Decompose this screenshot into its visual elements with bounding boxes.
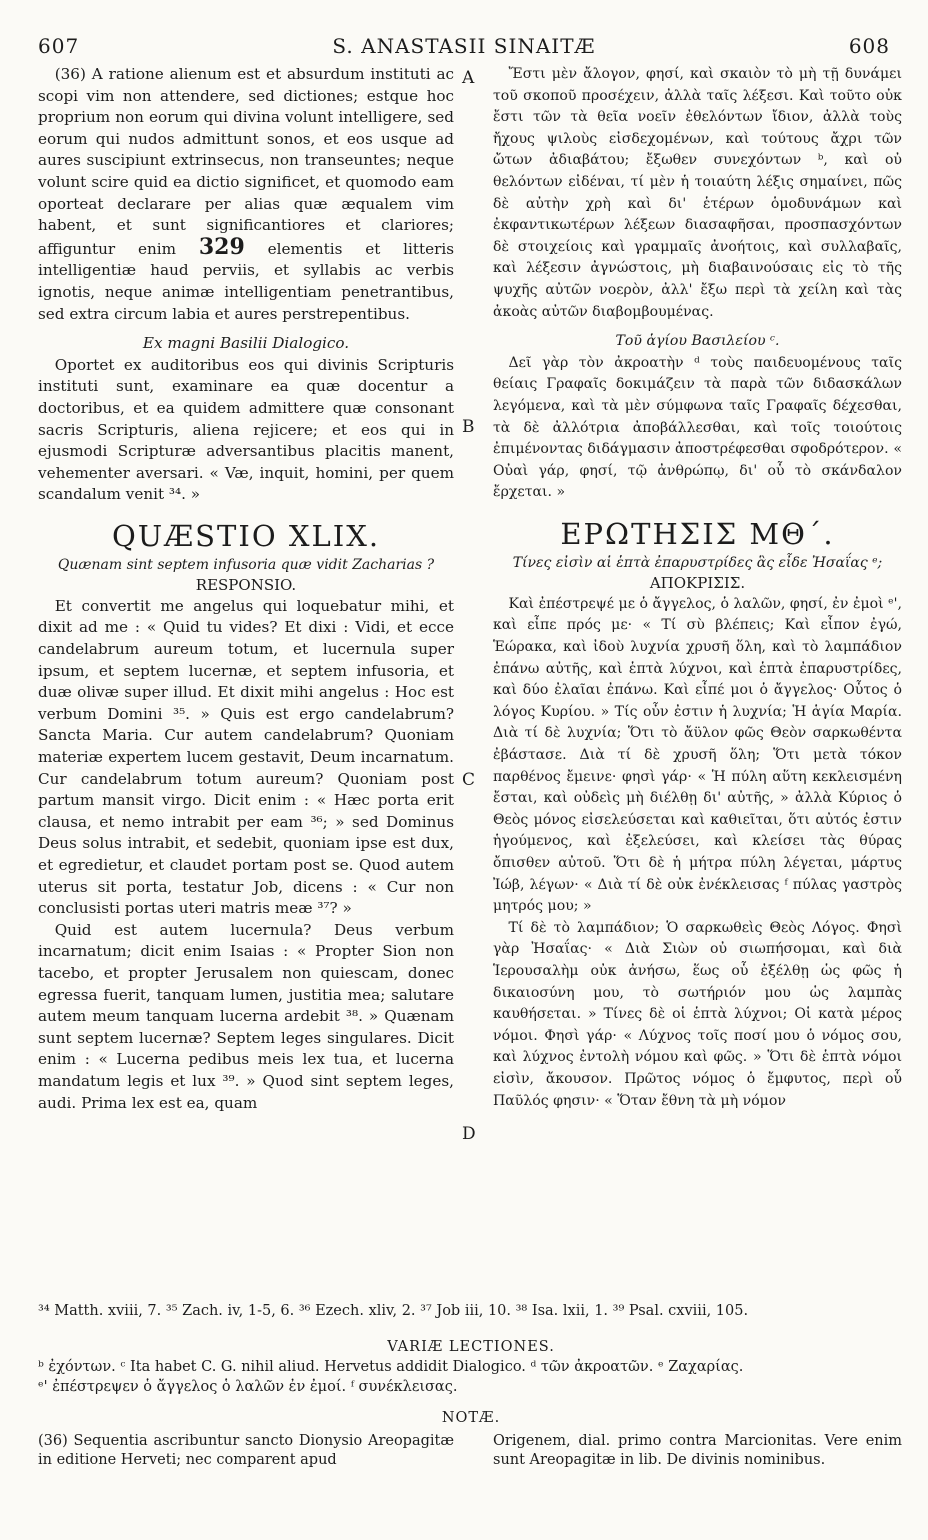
variae-line: ᵉ' ἐπέστρεψεν ὁ ἄγγελος ὁ λαλῶν ἐν ἐμοί. ᶠ συνέκλεισας. [38, 1379, 458, 1395]
latin-paragraph: Et convertit me angelus qui loquebatur mihi, et dixit ad me : « Quid tu vides? Et dixi : Vidi, et ecce candelabrum aureum totum, et lucernula super ipsum, et septem lucernæ, et septem infusoria, et duæ olivæ super illud. Et dixit mihi angelus : Hoc est verbum Domini ³⁵. » Quis est ergo candelabrum? Sancta Maria. Cur autem candelabrum? Quoniam materiæ expertem lucem gestavit, Deum incarnatum. Cur candelabrum totum aureum? Quoniam post partum mansit virgo. Dicit enim : « Hæc porta erit clausa, et nemo intrabit per eam ³⁶; » sed Dominus Deus solus intrabit, et sedebit, quoniam ipse est dux, et egredietur, et claudet portam post se. Quod autem uterus sit porta, testatur Job, dicens : « Cur non conclusisti portas uteri matris meæ ³⁷? » [38, 596, 454, 918]
latin-text: elementis et litteris intelligentiæ haud perviis, et syllabis ac verbis ignotis, neque animæ intelligentiam penetrantibus, sed extra circum labia et aures perstrepentibus. [38, 239, 454, 323]
latin-text: (36) A ratione alienum est et absurdum instituti ac scopi vim non attendere, sed dictiones; estque hoc proprium non eorum qui divina volunt intelligere, sed eorum qui nudos admittunt sonos, et eos usque ad aures suscipiunt extrinsecus, non transeuntes; neque volunt scire quid ea dictio significet, et quomodo eam oporteat declarare per alias quæ æqualem vim habent, et sunt significantiores et clariores; affiguntur enim [38, 65, 454, 258]
latin-paragraph [38, 64, 454, 325]
notae-title: NOTÆ. [441, 1410, 501, 1426]
running-title: S. ANASTASII SINAITÆ [332, 34, 596, 58]
latin-responsio: RESPONSIO. [195, 575, 297, 594]
column-marker: 329 [198, 233, 245, 260]
margin-letter-b: B [462, 417, 475, 437]
latin-subheading: Ex magni Basilii Dialogico. [142, 334, 350, 353]
margin-letter-d: D [462, 1124, 476, 1144]
greek-paragraph: Καὶ ἐπέστρεψέ με ὁ ἄγγελος, ὁ λαλῶν, φησί, ἐν ἐμοὶ ᵉ', καὶ εἶπε πρός με· « Τί σὺ βλέπεις; Καὶ εἶπον ἐγώ, Ἑώρακα, καὶ ἰδοὺ λυχνία χρυσῆ ὅλη, καὶ τὸ λαμπάδιον ἐπάνω αὐτῆς, καὶ ἑπτὰ λύχνοι, καὶ ἑπτὰ ἐπαρυστρίδες, καὶ δύο ἐλαῖαι ἐπάνω. Καὶ εἶπέ μοι ὁ ἄγγελος· Οὗτος ὁ λόγος Κυρίου. » Τίς οὖν ἐστιν ἡ λυχνία; Ἡ ἁγία Μαρία. Διὰ τί δὲ λυχνία; Ὅτι τὸ ἄϋλον φῶς Θεὸν σαρκωθέντα ἐβάστασε. Διὰ τί δὲ χρυσῆ ὅλη; Ὅτι μετὰ τόκον παρθένος ἔμεινε· φησὶ γάρ· « Ἡ πύλη αὕτη κεκλεισμένη ἔσται, καὶ οὐδεὶς μὴ διέλθῃ δι' αὐτῆς, » ἀλλὰ Κύριος ὁ Θεὸς μόνος εἰσελεύσεται καὶ καθιεῖται, ὅτι αὐτός ἐστιν ἡγούμενος, καὶ ἐξελεύσει, καὶ κλείσει τὰς θύρας ὄπισθεν αὐτοῦ. Ὅτι δὲ ἡ μήτρα πύλη λέγεται, μάρτυς Ἰώβ, λέγων· « Διὰ τί δὲ οὐκ ἐνέκλεισας ᶠ πύλας γαστρὸς μητρός μου; » [493, 595, 902, 915]
notae-right: Origenem, dial. primo contra Marcionitas. Vere enim sunt Areopagitæ in lib. De divinis nominibus. [493, 1433, 902, 1468]
margin-letter-a: A [462, 68, 475, 88]
greek-question-heading: ΕΡΩΤΗΣΙΣ ΜΘ΄. [560, 516, 835, 551]
latin-question-heading: QUÆSTIO XLIX. [111, 518, 381, 553]
greek-column [493, 64, 902, 1112]
variae-lectiones-title: VARIÆ LECTIONES. [387, 1339, 555, 1355]
margin-letter-c: C [462, 770, 476, 790]
greek-paragraph: Τί δὲ τὸ λαμπάδιον; Ὁ σαρκωθεὶς Θεὸς Λόγος. Φησὶ γὰρ Ἠσαΐας· « Διὰ Σιὼν οὐ σιωπήσομαι, καὶ διὰ Ἱερουσαλὴμ οὐκ ἀνήσω, ἕως οὗ ἐξέλθῃ ὡς φῶς ἡ δικαιοσύνη μου, τὸ σωτήριόν μου ὡς λαμπὰς καυθήσεται. » Τίνες δὲ οἱ ἑπτὰ λύχνοι; Οἱ κατὰ μέρος νόμοι. Φησὶ γάρ· « Λύχνος τοῖς ποσί μου ὁ νόμος σου, καὶ λύχνος ἐντολὴ νόμου καὶ φῶς. » Ὅτι δὲ ἑπτὰ νόμοι εἰσὶν, ἄκουσον. Πρῶτος νόμος ὁ ἔμφυτος, περὶ οὗ Παῦλός φησιν· « Ὅταν ἔθνη τὰ μὴ νόμον [493, 919, 902, 1109]
latin-paragraph: Quid est autem lucernula? Deus verbum incarnatum; dicit enim Isaias : « Propter Sion non tacebo, et propter Jerusalem non quiescam, donec egressa fuerit, tanquam lumen, justitia mea; salutare autem meum tanquam lucerna ardebit ³⁸. » Quænam sunt septem lucernæ? Septem leges singulares. Dicit enim : « Lucerna pedibus meis lex tua, et lucerna mandatum legis et lux ³⁹. » Quod sint septem leges, audi. Prima lex est ea, quam [38, 920, 454, 1112]
latin-column [38, 64, 454, 1114]
greek-responsio: ΑΠΟΚΡΙΣΙΣ. [649, 573, 746, 592]
variae-line: ᵇ ἐχόντων. ᶜ Ita habet C. G. nihil aliud. Hervetus addidit Dialogico. ᵈ τῶν ἀκροατῶν. ᵉ Ζαχαρίας. [38, 1359, 744, 1375]
notae-left: (36) Sequentia ascribuntur sancto Dionysio Areopagitæ in editione Herveti; nec comparent apud [38, 1433, 454, 1468]
latin-question-title: Quænam sint septem infusoria quæ vidit Zacharias ? [57, 556, 435, 573]
greek-question-title: Τίνες εἰσὶν αἱ ἑπτὰ ἐπαρυστρίδες ἃς εἶδε Ἠσαΐας ᵉ; [512, 554, 883, 571]
greek-paragraph: Ἔστι μὲν ἄλογον, φησί, καὶ σκαιὸν τὸ μὴ τῇ δυνάμει τοῦ σκοποῦ προσέχειν, ἀλλὰ ταῖς λέξεσι. Καὶ τοῦτο οὐκ ἔστι τῶν τὰ θεῖα νοεῖν ἐθελόντων ἴδιον, ἀλλὰ τοὺς ἤχους ψιλοὺς εἰσδεχομένων, καὶ τούτους ἄχρι τῶν ὤτων ἀδιαβάτου; ἔξωθεν συνεχόντων ᵇ, καὶ οὐ θελόντων εἰδέναι, τί μὲν ἡ τοιαύτη λέξις σημαίνει, πῶς δὲ αὐτὴν χρὴ καὶ δι' ἑτέρων ὁμοδυνάμων καὶ ἐκφαντικωτέρων λέξεων διασαφῆσαι, προσπασχόντων δὲ στοιχείοις καὶ γραμμαῖς ἀνοήτοις, καὶ συλλαβαῖς, καὶ λέξεσιν ἀγνώστοις, μὴ διαβαινούσαις εἰς τὸ τῆς ψυχῆς αὐτῶν νοερὸν, ἀλλ' ἔξω περὶ τὰ χείλη καὶ τὰς ἀκοὰς αὐτῶν διαβομβουμένας. [493, 66, 902, 320]
greek-subheading: Τοῦ ἁγίου Βασιλείου ᶜ. [615, 333, 780, 350]
page-number-left: 607 [38, 34, 80, 58]
latin-paragraph: Oportet ex auditoribus eos qui divinis Scripturis instituti sunt, examinare ea quæ docentur a doctoribus, et ea quidem admittere quæ consonant sacris Scripturis, aliena rejicere; et eos qui in ejusmodi Scripturæ adversantibus placitis manent, vehementer aversari. « Væ, inquit, homini, per quem scandalum venit ³⁴. » [38, 355, 454, 504]
greek-paragraph: Δεῖ γὰρ τὸν ἀκροατὴν ᵈ τοὺς παιδευομένους ταῖς θείαις Γραφαῖς δοκιμάζειν τὰ παρὰ τῶν διδασκάλων λεγόμενα, καὶ τὰ μὲν σύμφωνα ταῖς Γραφαῖς δέχεσθαι, τὰ δὲ ἀλλότρια ἀποβάλλεσθαι, καὶ τοῖς τοιούτοις ἐπιμένοντας διδάγμασιν ἀποστρέφεσθαι σφοδρότερον. « Οὐαὶ γάρ, φησί, τῷ ἀνθρώπῳ, δι' οὗ τὸ σκάνδαλον ἔρχεται. » [493, 354, 902, 501]
page-number-right: 608 [848, 34, 890, 58]
footnote-references: ³⁴ Matth. xviii, 7. ³⁵ Zach. iv, 1-5, 6. ³⁶ Ezech. xliv, 2. ³⁷ Job iii, 10. ³⁸ Isa. lxii, 1. ³⁹ Psal. cxviii, 105. [38, 1303, 749, 1319]
